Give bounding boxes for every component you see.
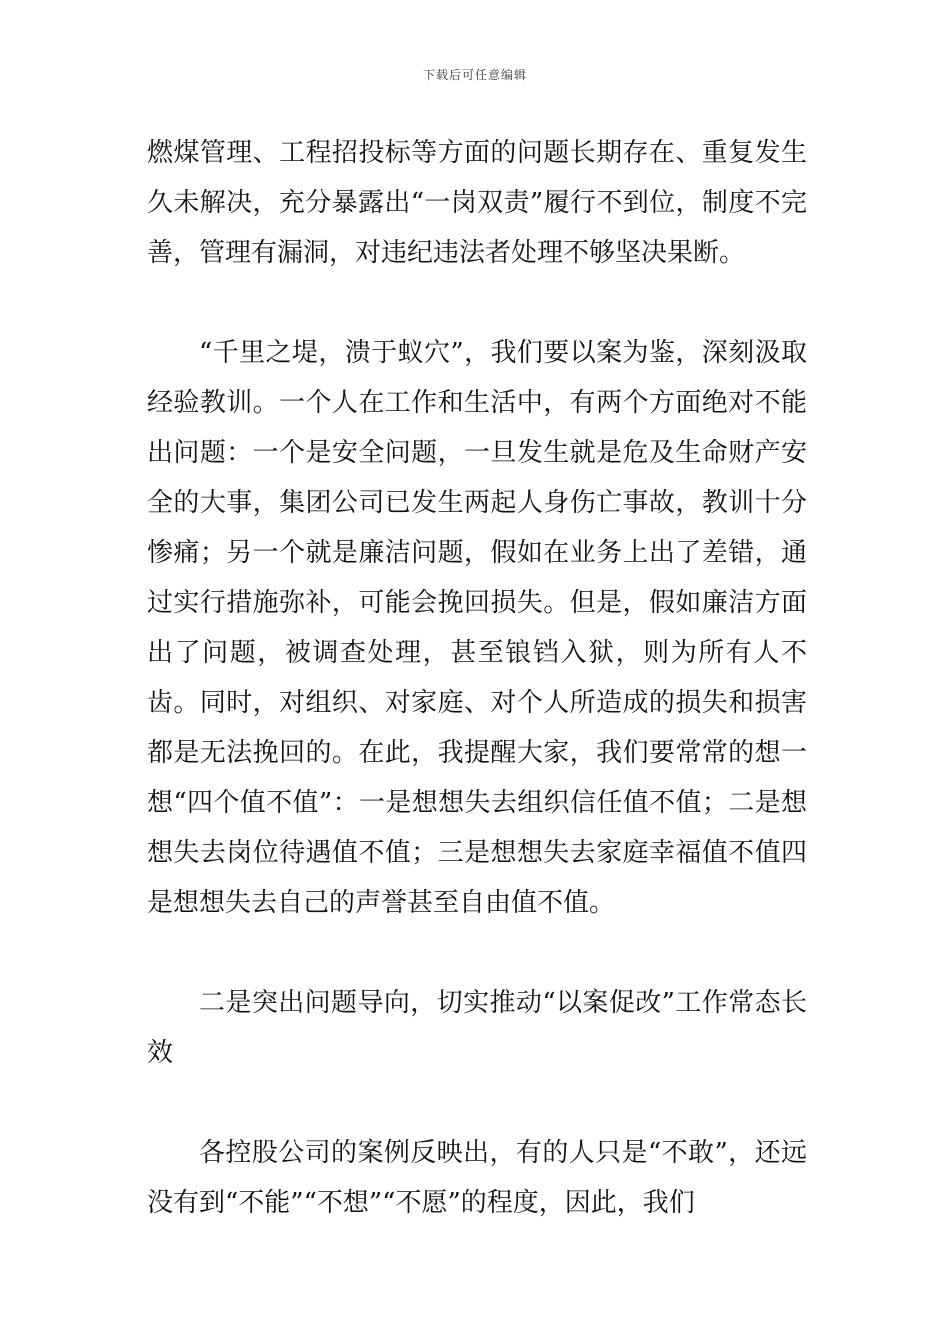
paragraph-1: 燃煤管理、工程招投标等方面的问题长期存在、重复发生久未解决，充分暴露出“一岗双责”履行不到位，制度不完善，管理有漏洞，对违纪违法者处理不够坚决果断。 [147, 138, 807, 268]
document-body [147, 128, 807, 1228]
page-header: 下载后可任意编辑 [422, 68, 527, 82]
section-heading: 二是突出问题导向，切实推动“以案促改”工作常态长效 [147, 988, 807, 1068]
paragraph-gap [147, 1078, 807, 1128]
paragraph-gap [147, 928, 807, 978]
paragraph-gap [147, 278, 807, 328]
paragraph-3: 各控股公司的案例反映出，有的人只是“不敢”，还远没有到“不能”“不想”“不愿”的程度，因此，我们 [147, 1138, 807, 1218]
paragraph-2: “千里之堤，溃于蚁穴”，我们要以案为鉴，深刻汲取经验教训。一个人在工作和生活中，有两个方面绝对不能出问题：一个是安全问题，一旦发生就是危及生命财产安全的大事，集团公司已发生两起人身伤亡事故，教训十分惨痛；另一个就是廉洁问题，假如在业务上出了差错，通过实行措施弥补，可能会挽回损失。但是，假如廉洁方面出了问题，被调查处理，甚至锒铛入狱，则为所有人不齿。同时，对组织、对家庭、对个人所造成的损失和损害都是无法挽回的。在此，我提醒大家，我们要常常的想一想“四个值不值”：一是想想失去组织信任值不值；二是想想失去岗位待遇值不值；三是想想失去家庭幸福值不值四是想想失去自己的声誉甚至自由值不值。 [147, 338, 807, 918]
